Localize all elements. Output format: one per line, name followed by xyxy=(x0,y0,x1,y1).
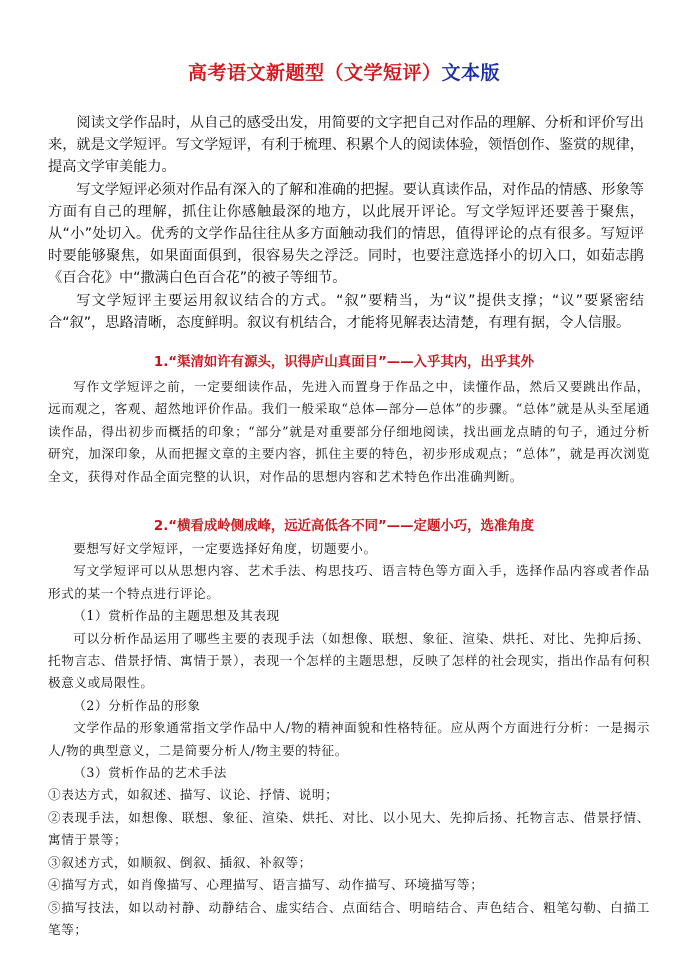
intro-section xyxy=(48,112,644,334)
intro-paragraph: 写文学短评主要运用叙议结合的方式。“叙”要精当，为“议”提供支撑；“议”要紧密结合“叙”，思路清晰，态度鲜明。叙议有机结合，才能将见解表达清楚，有理有据，令人信服。 xyxy=(48,292,644,331)
section-2-body xyxy=(48,538,650,941)
intro-paragraph: 阅读文学作品时，从自己的感受出发，用简要的文字把自己对作品的理解、分析和评价写出来，就是文学短评。写文学短评，有利于梳理、积累个人的阅读体验，领悟创作、鉴赏的规律，提高文学审美能力。 xyxy=(48,115,644,176)
page-title xyxy=(0,58,688,85)
list-item: ④描写方式，如肖像描写、心理描写、语言描写、动作描写、环境描写等； xyxy=(48,877,484,893)
intro-paragraph: 写文学短评必须对作品有深入的了解和准确的把握。要认真读作品，对作品的情感、形象等方面有自己的理解，抓住让你感触最深的地方，以此展开评论。写文学短评还要善于聚焦，从“小”处切入。优秀的文学作品往往从多方面触动我们的情思，值得评论的点有很多。写短评时要能够聚焦，如果面面俱到，很容易失之浮泛。同时，也要注意选择小的切入口，如茹志鹃《百合花》中“撒满白色百合花”的被子等细节。 xyxy=(48,181,644,287)
subsection-heading: （3）赏析作品的艺术手法 xyxy=(73,765,227,781)
title-main: 高考语文新题型（文学短评） xyxy=(187,62,442,84)
list-item: ①表达方式，如叙述、描写、议论、抒情、说明； xyxy=(48,787,339,803)
body-paragraph: 写文学短评可以从思想内容、艺术手法、构思技巧、语言特色等方面入手，选择作品内容或者作品形式的某一个特点进行评论。 xyxy=(48,563,650,601)
section-1-heading: 1.“渠清如许有源头，识得庐山真面目”——入乎其内，出乎其外 xyxy=(153,355,535,370)
subsection-heading: （2）分析作品的形象 xyxy=(73,697,201,713)
section-1-paragraph: 写作文学短评之前，一定要细读作品，先进入而置身于作品之中，读懂作品，然后又要跳出作品，远而观之，客观、超然地评价作品。我们一般采取“总体—部分—总体”的步骤。“总体”就是从头至尾通读作品，得出初步而概括的印象；“部分”就是对重要部分仔细地阅读，找出画龙点睛的句子，通过分析研究，加深印象，从而把握文章的主要内容，抓住主要的特色，初步形成观点；“总体”，就是再次浏览全文，获得对作品全面完整的认识，对作品的思想内容和艺术特色作出准确判断。 xyxy=(48,379,650,484)
section-1-body xyxy=(48,376,650,488)
body-paragraph: 可以分析作品运用了哪些主要的表现手法（如想像、联想、象征、渲染、烘托、对比、先抑后扬、托物言志、借景抒情、寓情于景），表现一个怎样的主题思想，反映了怎样的社会现实，指出作品有何积极意义或局限性。 xyxy=(48,630,650,691)
list-item: ②表现手法，如想像、联想、象征、渲染、烘托、对比、以小见大、先抑后扬、托物言志、借景抒情、寓情于景等； xyxy=(48,809,650,848)
subsection-heading: （1）赏析作品的主题思想及其表现 xyxy=(73,608,280,624)
list-item: ⑤描写技法，如以动衬静、动静结合、虚实结合、点面结合、明暗结合、声色结合、粗笔勾勒、白描工笔等； xyxy=(48,899,650,937)
body-paragraph: 要想写好文学短评，一定要选择好角度，切题要小。 xyxy=(73,541,377,556)
list-item: ③叙述方式，如顺叙、倒叙、插叙、补叙等； xyxy=(48,854,312,870)
body-paragraph: 文学作品的形象通常指文学作品中人/物的精神面貌和性格特征。应从两个方面进行分析：一是揭示人/物的典型意义，二是简要分析人/物主要的特征。 xyxy=(48,720,650,758)
section-2-heading: 2.“横看成岭侧成峰，远近高低各不同”——定题小巧，选准角度 xyxy=(153,519,535,534)
title-suffix: 文本版 xyxy=(441,62,501,84)
